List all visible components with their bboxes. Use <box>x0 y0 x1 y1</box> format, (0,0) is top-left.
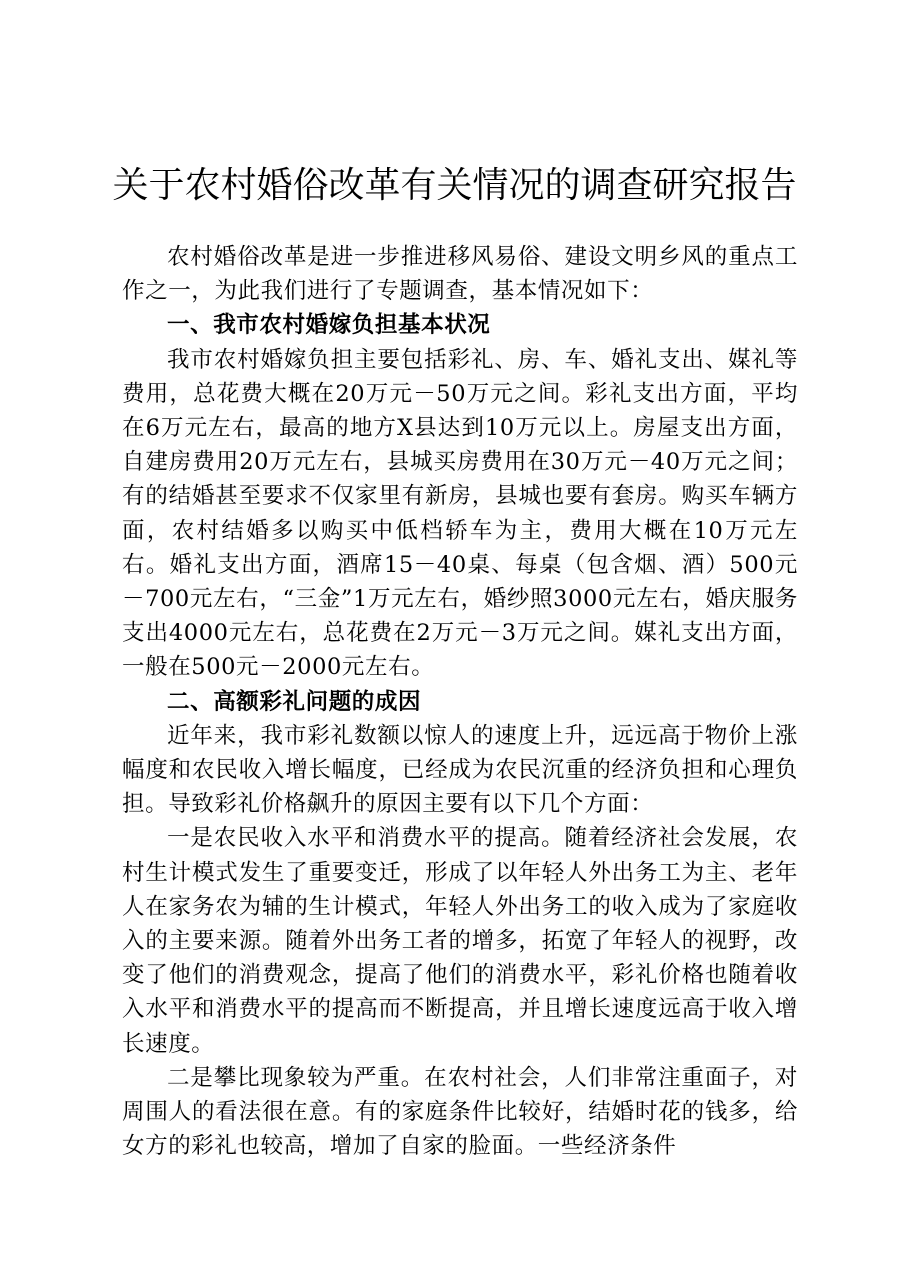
document-title: 关于农村婚俗改革有关情况的调查研究报告 <box>112 165 797 206</box>
section-2-paragraph-3: 二是攀比现象较为严重。在农村社会，人们非常注重面子，对周围人的看法很在意。有的家庭条件比较好，结婚时花的钱多，给女方的彩礼也较高，增加了自家的脸面。一些经济条件 <box>122 1064 798 1160</box>
intro-paragraph: 农村婚俗改革是进一步推进移风易俗、建设文明乡风的重点工作之一，为此我们进行了专题调查，基本情况如下： <box>122 244 798 305</box>
section-2-paragraph-1: 近年来，我市彩礼数额以惊人的速度上升，远远高于物价上涨幅度和农民收入增长幅度，已经成为农民沉重的经济负担和心理负担。导致彩礼价格飙升的原因主要有以下几个方面： <box>122 722 798 818</box>
section-1-paragraph: 我市农村婚嫁负担主要包括彩礼、房、车、婚礼支出、媒礼等费用，总花费大概在20万元－50万元之间。彩礼支出方面，平均在6万元左右，最高的地方X县达到10万元以上。房屋支出方面，自建房费用20万元左右，县城买房费用在30万元－40万元之间；有的结婚甚至要求不仅家里有新房，县城也要有套房。购买车辆方面，农村结婚多以购买中低档轿车为主，费用大概在10万元左右。婚礼支出方面，酒席15－40桌、每桌（包含烟、酒）500元－700元左右，“三金”1万元左右，婚纱照3000元左右，婚庆服务支出4000元左右，总花费在2万元－3万元之间。媒礼支出方面，一般在500元－2000元左右。 <box>122 346 798 681</box>
section-2-paragraph-2: 一是农民收入水平和消费水平的提高。随着经济社会发展，农村生计模式发生了重要变迁，形成了以年轻人外出务工为主、老年人在家务农为辅的生计模式，年轻人外出务工的收入成为了家庭收入的主要来源。随着外出务工者的增多，拓宽了年轻人的视野，改变了他们的消费观念，提高了他们的消费水平，彩礼价格也随着收入水平和消费水平的提高而不断提高，并且增长速度远高于收入增长速度。 <box>122 825 798 1057</box>
section-heading-1: 一、我市农村婚嫁负担基本状况 <box>167 312 491 339</box>
document-body <box>122 240 798 1163</box>
section-heading-2: 二、高额彩礼问题的成因 <box>167 688 422 715</box>
